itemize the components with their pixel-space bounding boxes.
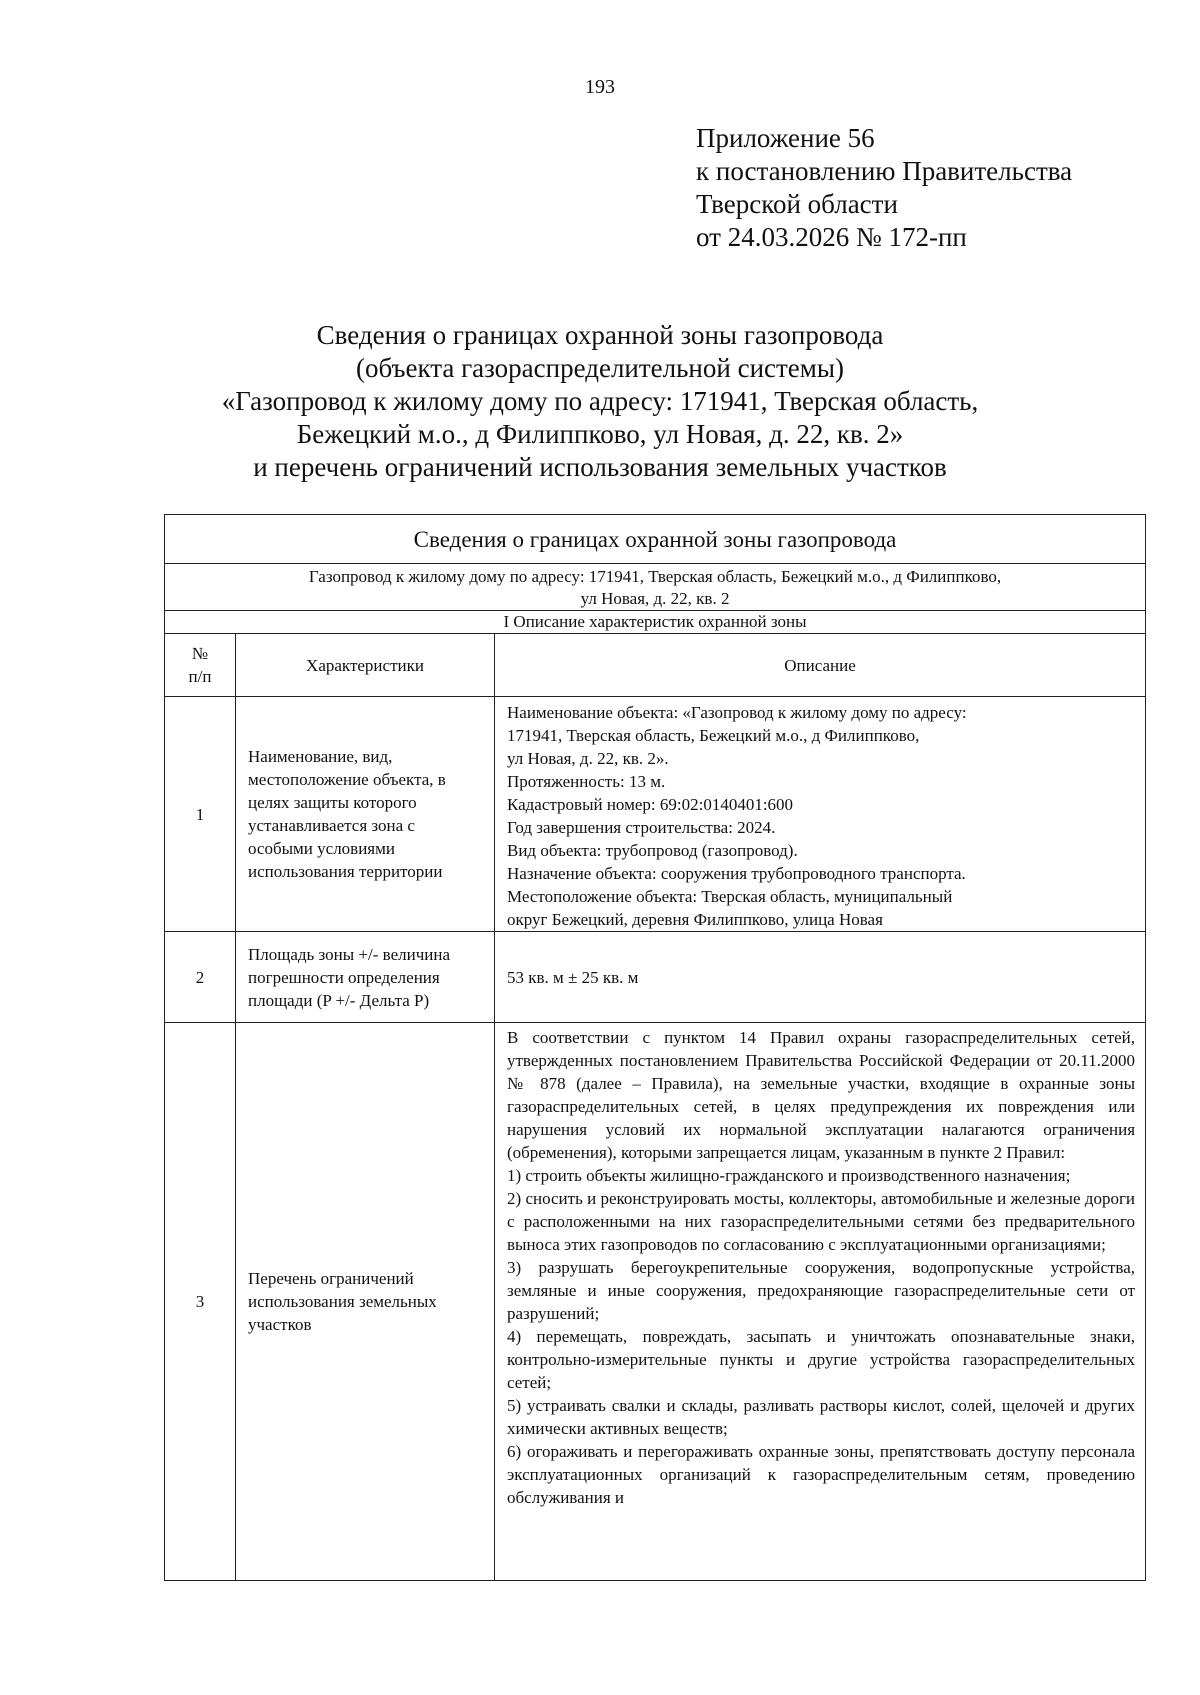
description-paragraph: 3) разрушать берегоукрепительные сооружения, водопропускные устройства, земляные и иные сооружения, предохраняющие газораспределительные сети от разрушений; — [507, 1258, 1136, 1323]
table-header-row — [165, 634, 1146, 697]
header-description: Описание — [495, 634, 1146, 697]
description-line: Назначение объекта: сооружения трубопроводного транспорта. — [507, 864, 966, 883]
table-object-name — [165, 564, 1146, 611]
row-description: 53 кв. м ± 25 кв. м — [495, 932, 1146, 1023]
description-line: округ Бежецкий, деревня Филиппково, улица Новая — [507, 910, 883, 929]
row-description — [495, 697, 1146, 932]
table-row — [165, 1023, 1146, 1581]
table-object-row — [165, 564, 1146, 611]
description-paragraph: 6) огораживать и перегораживать охранные зоны, препятствовать доступу персонала эксплуатационных организаций к газораспределительным сетям, проведению обслуживания и — [507, 1442, 1136, 1507]
header-num-line: № — [191, 644, 209, 663]
description-line: Кадастровый номер: 69:02:0140401:600 — [507, 795, 794, 814]
table-title: Сведения о границах охранной зоны газопровода — [165, 515, 1146, 564]
title-line: Сведения о границах охранной зоны газопровода — [316, 320, 884, 350]
section-title: I Описание характеристик охранной зоны — [165, 611, 1146, 634]
title-line: Бежецкий м.о., д Филиппково, ул Новая, д. 22, кв. 2» — [296, 419, 904, 449]
object-line: ул Новая, д. 22, кв. 2 — [580, 589, 730, 608]
description-line: 171941, Тверская область, Бежецкий м.о., д Филиппково, — [507, 726, 920, 745]
row-number: 1 — [165, 697, 236, 932]
description-paragraph: В соответствии с пунктом 14 Правил охраны газораспределительных сетей, утвержденных постановлением Правительства Российской Федерации от 20.11.2000 № 878 (далее – Правила), на земельные участки, входящие в охранные зоны газораспределительных сетей, в целях предупреждения их повреждения или нарушения условий их нормальной эксплуатации налагаются ограничения (обременения), которыми запрещается лицам, указанным в пункте 2 Правил: — [507, 1028, 1136, 1162]
table-section-row — [165, 611, 1146, 634]
description-paragraph: 5) устраивать свалки и склады, разливать растворы кислот, солей, щелочей и других химически активных веществ; — [507, 1396, 1136, 1438]
description-line: Протяженность: 13 м. — [507, 772, 666, 791]
description-line: Год завершения строительства: 2024. — [507, 818, 776, 837]
table-row — [165, 697, 1146, 932]
description-line: Наименование объекта: «Газопровод к жилому дому по адресу: — [507, 703, 967, 722]
row-characteristic: Перечень ограничений использования земельных участков — [236, 1023, 495, 1581]
page-number: 193 — [585, 76, 615, 98]
appendix-block — [696, 122, 1072, 254]
row-characteristic: Площадь зоны +/- величина погрешности определения площади (P +/- Дельта P) — [236, 932, 495, 1023]
title-line: (объекта газораспределительной системы) — [355, 353, 845, 383]
title-line: «Газопровод к жилому дому по адресу: 171941, Тверская область, — [221, 386, 979, 416]
description-paragraph: 1) строить объекты жилищно-гражданского и производственного назначения; — [507, 1166, 1071, 1185]
description-paragraph: 4) перемещать, повреждать, засыпать и уничтожать опознавательные знаки, контрольно-измерительные пункты и другие устройства газораспределительных сетей; — [507, 1327, 1136, 1392]
row-number: 3 — [165, 1023, 236, 1581]
row-number: 2 — [165, 932, 236, 1023]
header-num-line: п/п — [188, 667, 212, 686]
appendix-line: от 24.03.2026 № 172-пп — [696, 222, 967, 252]
appendix-line: к постановлению Правительства — [696, 156, 1073, 186]
row-characteristic: Наименование, вид, местоположение объекта, в целях защиты которого устанавливается зона с особыми условиями использования территории — [236, 697, 495, 932]
table-row — [165, 932, 1146, 1023]
zone-info-table — [164, 514, 1146, 1581]
object-line: Газопровод к жилому дому по адресу: 171941, Тверская область, Бежецкий м.о., д Филиппково, — [308, 567, 1002, 586]
header-num — [165, 634, 236, 697]
title-line: и перечень ограничений использования земельных участков — [253, 452, 947, 482]
header-characteristics: Характеристики — [236, 634, 495, 697]
description-line: Местоположение объекта: Тверская область, муниципальный — [507, 887, 953, 906]
description-line: ул Новая, д. 22, кв. 2». — [507, 749, 669, 768]
document-title — [40, 319, 1160, 484]
appendix-line: Приложение 56 — [696, 123, 875, 153]
description-line: Вид объекта: трубопровод (газопровод). — [507, 841, 798, 860]
appendix-line: Тверской области — [696, 189, 898, 219]
row-description — [495, 1023, 1146, 1581]
table-title-row — [165, 515, 1146, 564]
description-paragraph: 2) сносить и реконструировать мосты, коллекторы, автомобильные и железные дороги с расположенными на них газораспределительными сетями без предварительного выноса этих газопроводов по согласованию с эксплуатационными организациями; — [507, 1189, 1136, 1254]
